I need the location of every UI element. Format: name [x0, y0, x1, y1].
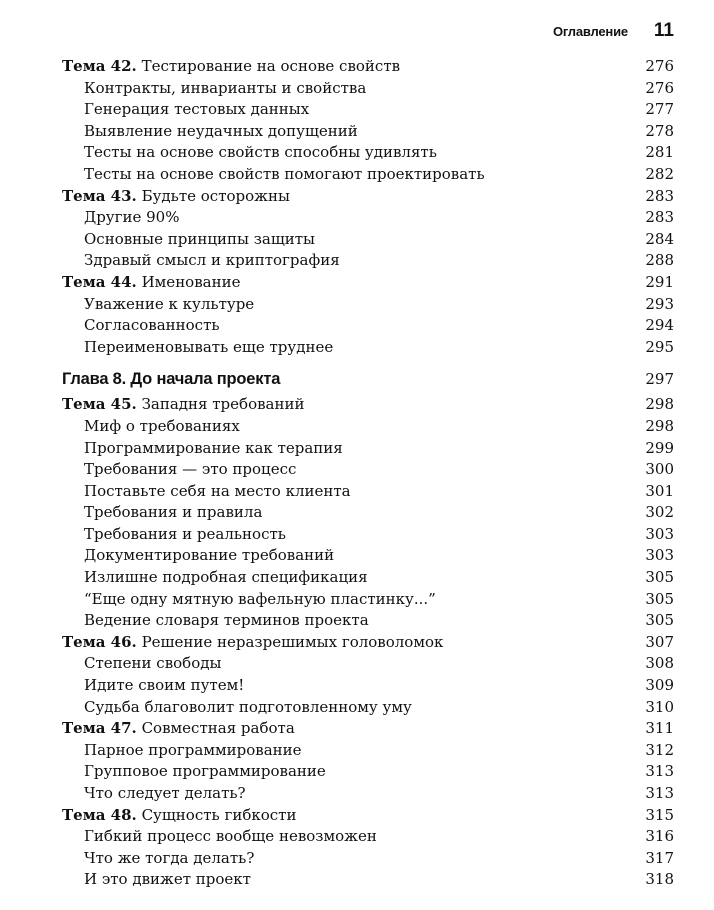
section-page: 313: [645, 784, 674, 802]
section-title: Групповое программирование: [84, 762, 326, 781]
toc-chapter-8[interactable]: [62, 368, 674, 391]
toc-section[interactable]: [62, 416, 674, 438]
toc-topic-47[interactable]: [62, 718, 674, 740]
toc-section[interactable]: [62, 589, 674, 611]
section-page: 278: [645, 121, 674, 140]
section-title: Тесты на основе свойств помогают проектировать: [84, 164, 485, 183]
toc-section[interactable]: [62, 481, 674, 503]
running-header: [553, 20, 674, 42]
section-page: 277: [645, 100, 674, 119]
toc-section[interactable]: [62, 826, 674, 848]
section-page: 302: [645, 503, 674, 522]
toc-section[interactable]: [62, 459, 674, 481]
section-page: 312: [645, 740, 674, 759]
topic-label: [62, 718, 295, 740]
topic-page: 311: [645, 719, 674, 738]
toc-section[interactable]: [62, 250, 674, 272]
section-title: “Еще одну мятную вафельную пластинку...”: [84, 589, 436, 608]
chapter-title: Глава 8. До начала проекта: [62, 370, 281, 389]
topic-prefix: Тема 43.: [62, 186, 137, 205]
toc-section[interactable]: [62, 315, 674, 337]
toc-section[interactable]: [62, 783, 674, 805]
section-title: Переименовывать еще труднее: [84, 337, 334, 356]
toc-section[interactable]: [62, 78, 674, 100]
toc-section[interactable]: [62, 545, 674, 567]
section-page: 299: [645, 438, 674, 457]
section-title: Уважение к культуре: [84, 294, 255, 313]
section-title: Миф о требованиях: [84, 416, 240, 435]
section-page: 281: [645, 143, 674, 162]
topic-label: [62, 272, 240, 294]
section-page: 303: [645, 546, 674, 565]
topic-page: 291: [645, 272, 674, 291]
section-page: 294: [645, 316, 674, 335]
section-title: Контракты, инварианты и свойства: [84, 78, 367, 97]
toc-section[interactable]: [62, 337, 674, 359]
section-page: 313: [645, 762, 674, 781]
topic-title: Будьте осторожны: [141, 186, 290, 205]
topic-prefix: Тема 45.: [62, 395, 137, 414]
toc-topic-46[interactable]: [62, 632, 674, 654]
section-title: Здравый смысл и криптография: [84, 251, 340, 270]
section-title: Степени свободы: [84, 654, 222, 673]
toc-section[interactable]: [62, 229, 674, 251]
toc-section[interactable]: [62, 697, 674, 719]
section-title: Требования — это процесс: [84, 460, 297, 479]
section-title: Согласованность: [84, 316, 220, 335]
section-title: Другие 90%: [84, 208, 180, 227]
toc-section[interactable]: [62, 502, 674, 524]
toc-section[interactable]: [62, 121, 674, 143]
toc-topic-44[interactable]: [62, 272, 674, 294]
toc-section[interactable]: [62, 164, 674, 186]
section-page: 305: [645, 589, 674, 608]
section-title: Тесты на основе свойств способны удивлять: [84, 143, 437, 162]
section-page: 300: [645, 460, 674, 479]
section-page: 293: [645, 294, 674, 313]
topic-title: Западня требований: [141, 395, 305, 414]
topic-page: 315: [645, 805, 674, 824]
section-title: Генерация тестовых данных: [84, 100, 310, 119]
topic-label: [62, 394, 304, 416]
section-page: 288: [645, 251, 674, 270]
topic-page: 283: [645, 186, 674, 205]
section-page: 283: [645, 208, 674, 227]
topic-label: [62, 186, 290, 208]
toc-section[interactable]: [62, 653, 674, 675]
topic-prefix: Тема 47.: [62, 719, 137, 738]
toc-section[interactable]: [62, 567, 674, 589]
section-title: Программирование как терапия: [84, 438, 343, 457]
topic-title: Именование: [141, 272, 241, 291]
topic-prefix: Тема 42.: [62, 57, 137, 75]
section-page: 305: [645, 611, 674, 630]
section-page: 310: [645, 697, 674, 716]
toc-topic-43[interactable]: [62, 186, 674, 208]
toc-section[interactable]: [62, 294, 674, 316]
section-page: 298: [645, 416, 674, 435]
section-page: 318: [645, 870, 674, 889]
section-page: 309: [645, 676, 674, 695]
section-title: Судьба благоволит подготовленному уму: [84, 697, 412, 716]
topic-title: Решение неразрешимых головоломок: [141, 632, 444, 651]
section-page: 301: [645, 481, 674, 500]
section-title: Гибкий процесс вообще невозможен: [84, 827, 377, 846]
section-title: Основные принципы защиты: [84, 229, 315, 248]
toc-topic-42[interactable]: [62, 56, 674, 78]
toc-section[interactable]: [62, 869, 674, 891]
section-page: 284: [645, 229, 674, 248]
toc-section[interactable]: [62, 610, 674, 632]
toc-section[interactable]: [62, 524, 674, 546]
section-page: 303: [645, 524, 674, 543]
toc-topic-48[interactable]: [62, 805, 674, 827]
section-page: 282: [645, 164, 674, 183]
topic-prefix: Тема 48.: [62, 805, 137, 824]
header-section-title: Оглавление: [553, 24, 628, 39]
section-title: Что следует делать?: [84, 784, 246, 802]
section-title: Поставьте себя на место клиента: [84, 481, 351, 500]
toc-section[interactable]: [62, 99, 674, 121]
section-page: 317: [645, 848, 674, 867]
toc-section[interactable]: [62, 761, 674, 783]
section-title: Ведение словаря терминов проекта: [84, 611, 369, 630]
topic-prefix: Тема 46.: [62, 632, 137, 651]
section-title: Документирование требований: [84, 546, 335, 565]
chapter-page: 297: [645, 370, 674, 389]
section-title: Требования и реальность: [84, 524, 286, 543]
topic-label: [62, 632, 443, 654]
topic-title: Сущность гибкости: [141, 805, 297, 824]
header-page-number: 11: [653, 20, 674, 41]
topic-page: 276: [645, 57, 674, 75]
topic-label: [62, 805, 296, 827]
toc-section[interactable]: [62, 848, 674, 870]
section-title: Что же тогда делать?: [84, 848, 255, 867]
toc-section[interactable]: [62, 438, 674, 460]
section-page: 295: [645, 337, 674, 356]
section-page: 308: [645, 654, 674, 673]
section-title: И это движет проект: [84, 870, 251, 889]
table-of-contents: [62, 56, 674, 891]
topic-prefix: Тема 44.: [62, 272, 137, 291]
section-page: 276: [645, 78, 674, 97]
toc-section[interactable]: [62, 142, 674, 164]
topic-title: Совместная работа: [141, 719, 295, 738]
section-title: Парное программирование: [84, 740, 302, 759]
topic-page: 307: [645, 632, 674, 651]
section-title: Излишне подробная спецификация: [84, 568, 368, 587]
toc-section[interactable]: [62, 675, 674, 697]
toc-topic-45[interactable]: [62, 394, 674, 416]
section-title: Идите своим путем!: [84, 676, 245, 695]
toc-section[interactable]: [62, 740, 674, 762]
section-page: 316: [645, 827, 674, 846]
toc-section[interactable]: [62, 207, 674, 229]
section-title: Требования и правила: [84, 503, 263, 522]
section-title: Выявление неудачных допущений: [84, 121, 358, 140]
topic-title: Тестирование на основе свойств: [141, 57, 401, 75]
topic-page: 298: [645, 395, 674, 414]
section-page: 305: [645, 568, 674, 587]
topic-label: [62, 56, 400, 78]
